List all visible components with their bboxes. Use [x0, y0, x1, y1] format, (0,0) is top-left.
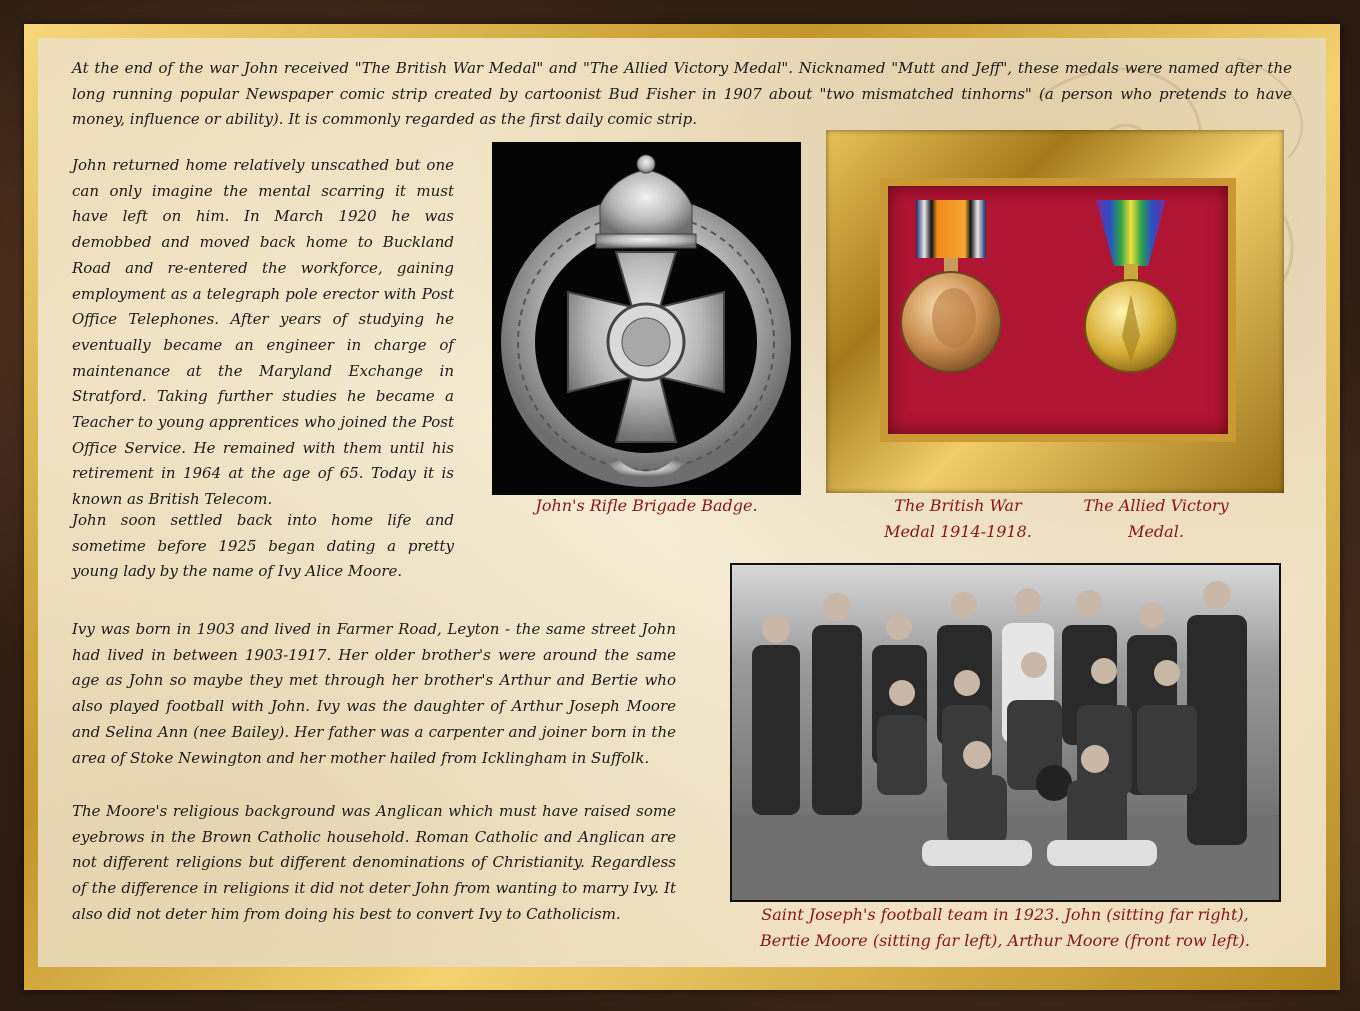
intro-paragraph: At the end of the war John received "The British War Medal" and "The Allied Victory Medal". Nicknamed "Mutt and Jeff", these medals were named after the long running popular Newspaper comic strip created by cartoonist Bud Fisher in 1907 about "two mismatched tinhorns" (a person who pretends to have money, influence or ability). It is commonly regarded as the first daily comic strip.: [72, 59, 1292, 129]
medal-display-frame: [826, 130, 1284, 493]
return-home-paragraph: John returned home relatively unscathed but one can only imagine the mental scarring it must have left on him. In March 1920 he was demobbed and moved back home to Buckland Road and re-entered the workforce, gaining employment as a telegraph pole erector with Post Office Telephones. After years of studying he eventually became an engineer in charge of maintenance at the Maryland Exchange in Stratford. Taking further studies he became a Teacher to young apprentices who joined the Post Office Service. He remained with them until his retirement in 1964 at the age of 65. Today it is known as British Telecom.: [72, 156, 454, 509]
war-medal-caption: [862, 493, 1054, 545]
dating-paragraph: John soon settled back into home life and sometime before 1925 began dating a pretty young lady by the name of Ivy Alice Moore.: [72, 511, 454, 581]
team-caption: [740, 902, 1270, 954]
badge-icon: [492, 142, 801, 495]
football-team-photo: [730, 563, 1281, 902]
ivy-paragraph: Ivy was born in 1903 and lived in Farmer Road, Leyton - the same street John had lived in between 1903-1917. Her older brother's were around the same age as John so maybe they met through her brother's Arthur and Bertie who also played football with John. Ivy was the daughter of Arthur Joseph Moore and Selina Ann (nee Bailey). Her father was a carpenter and joiner born in the area of Stoke Newington and her mother hailed from Icklingham in Suffolk.: [72, 620, 676, 767]
team-caption-line2: Bertie Moore (sitting far left), Arthur Moore (front row left).: [760, 931, 1250, 950]
medal-backing: [888, 186, 1228, 434]
team-caption-line1: Saint Joseph's football team in 1923. John (sitting far right),: [761, 905, 1249, 924]
victory-medal-caption-line1: The Allied Victory: [1083, 496, 1229, 515]
rifle-brigade-badge-photo: [492, 142, 801, 495]
medals-icon: [888, 186, 1228, 434]
war-medal-caption-line1: The British War: [894, 496, 1022, 515]
victory-medal-caption-line2: Medal.: [1128, 522, 1184, 541]
war-medal-caption-line2: Medal 1914-1918.: [884, 522, 1032, 541]
victory-medal-caption: [1062, 493, 1250, 545]
religion-paragraph: The Moore's religious background was Anglican which must have raised some eyebrows in the Brown Catholic household. Roman Catholic and Anglican are not different religions but different denominations of Christianity. Regardless of the difference in religions it did not deter John from wanting to marry Ivy. It also did not deter him from doing his best to convert Ivy to Catholicism.: [72, 802, 676, 923]
badge-caption: John's Rifle Brigade Badge.: [535, 496, 758, 515]
team-photo-icon: [732, 565, 1279, 900]
